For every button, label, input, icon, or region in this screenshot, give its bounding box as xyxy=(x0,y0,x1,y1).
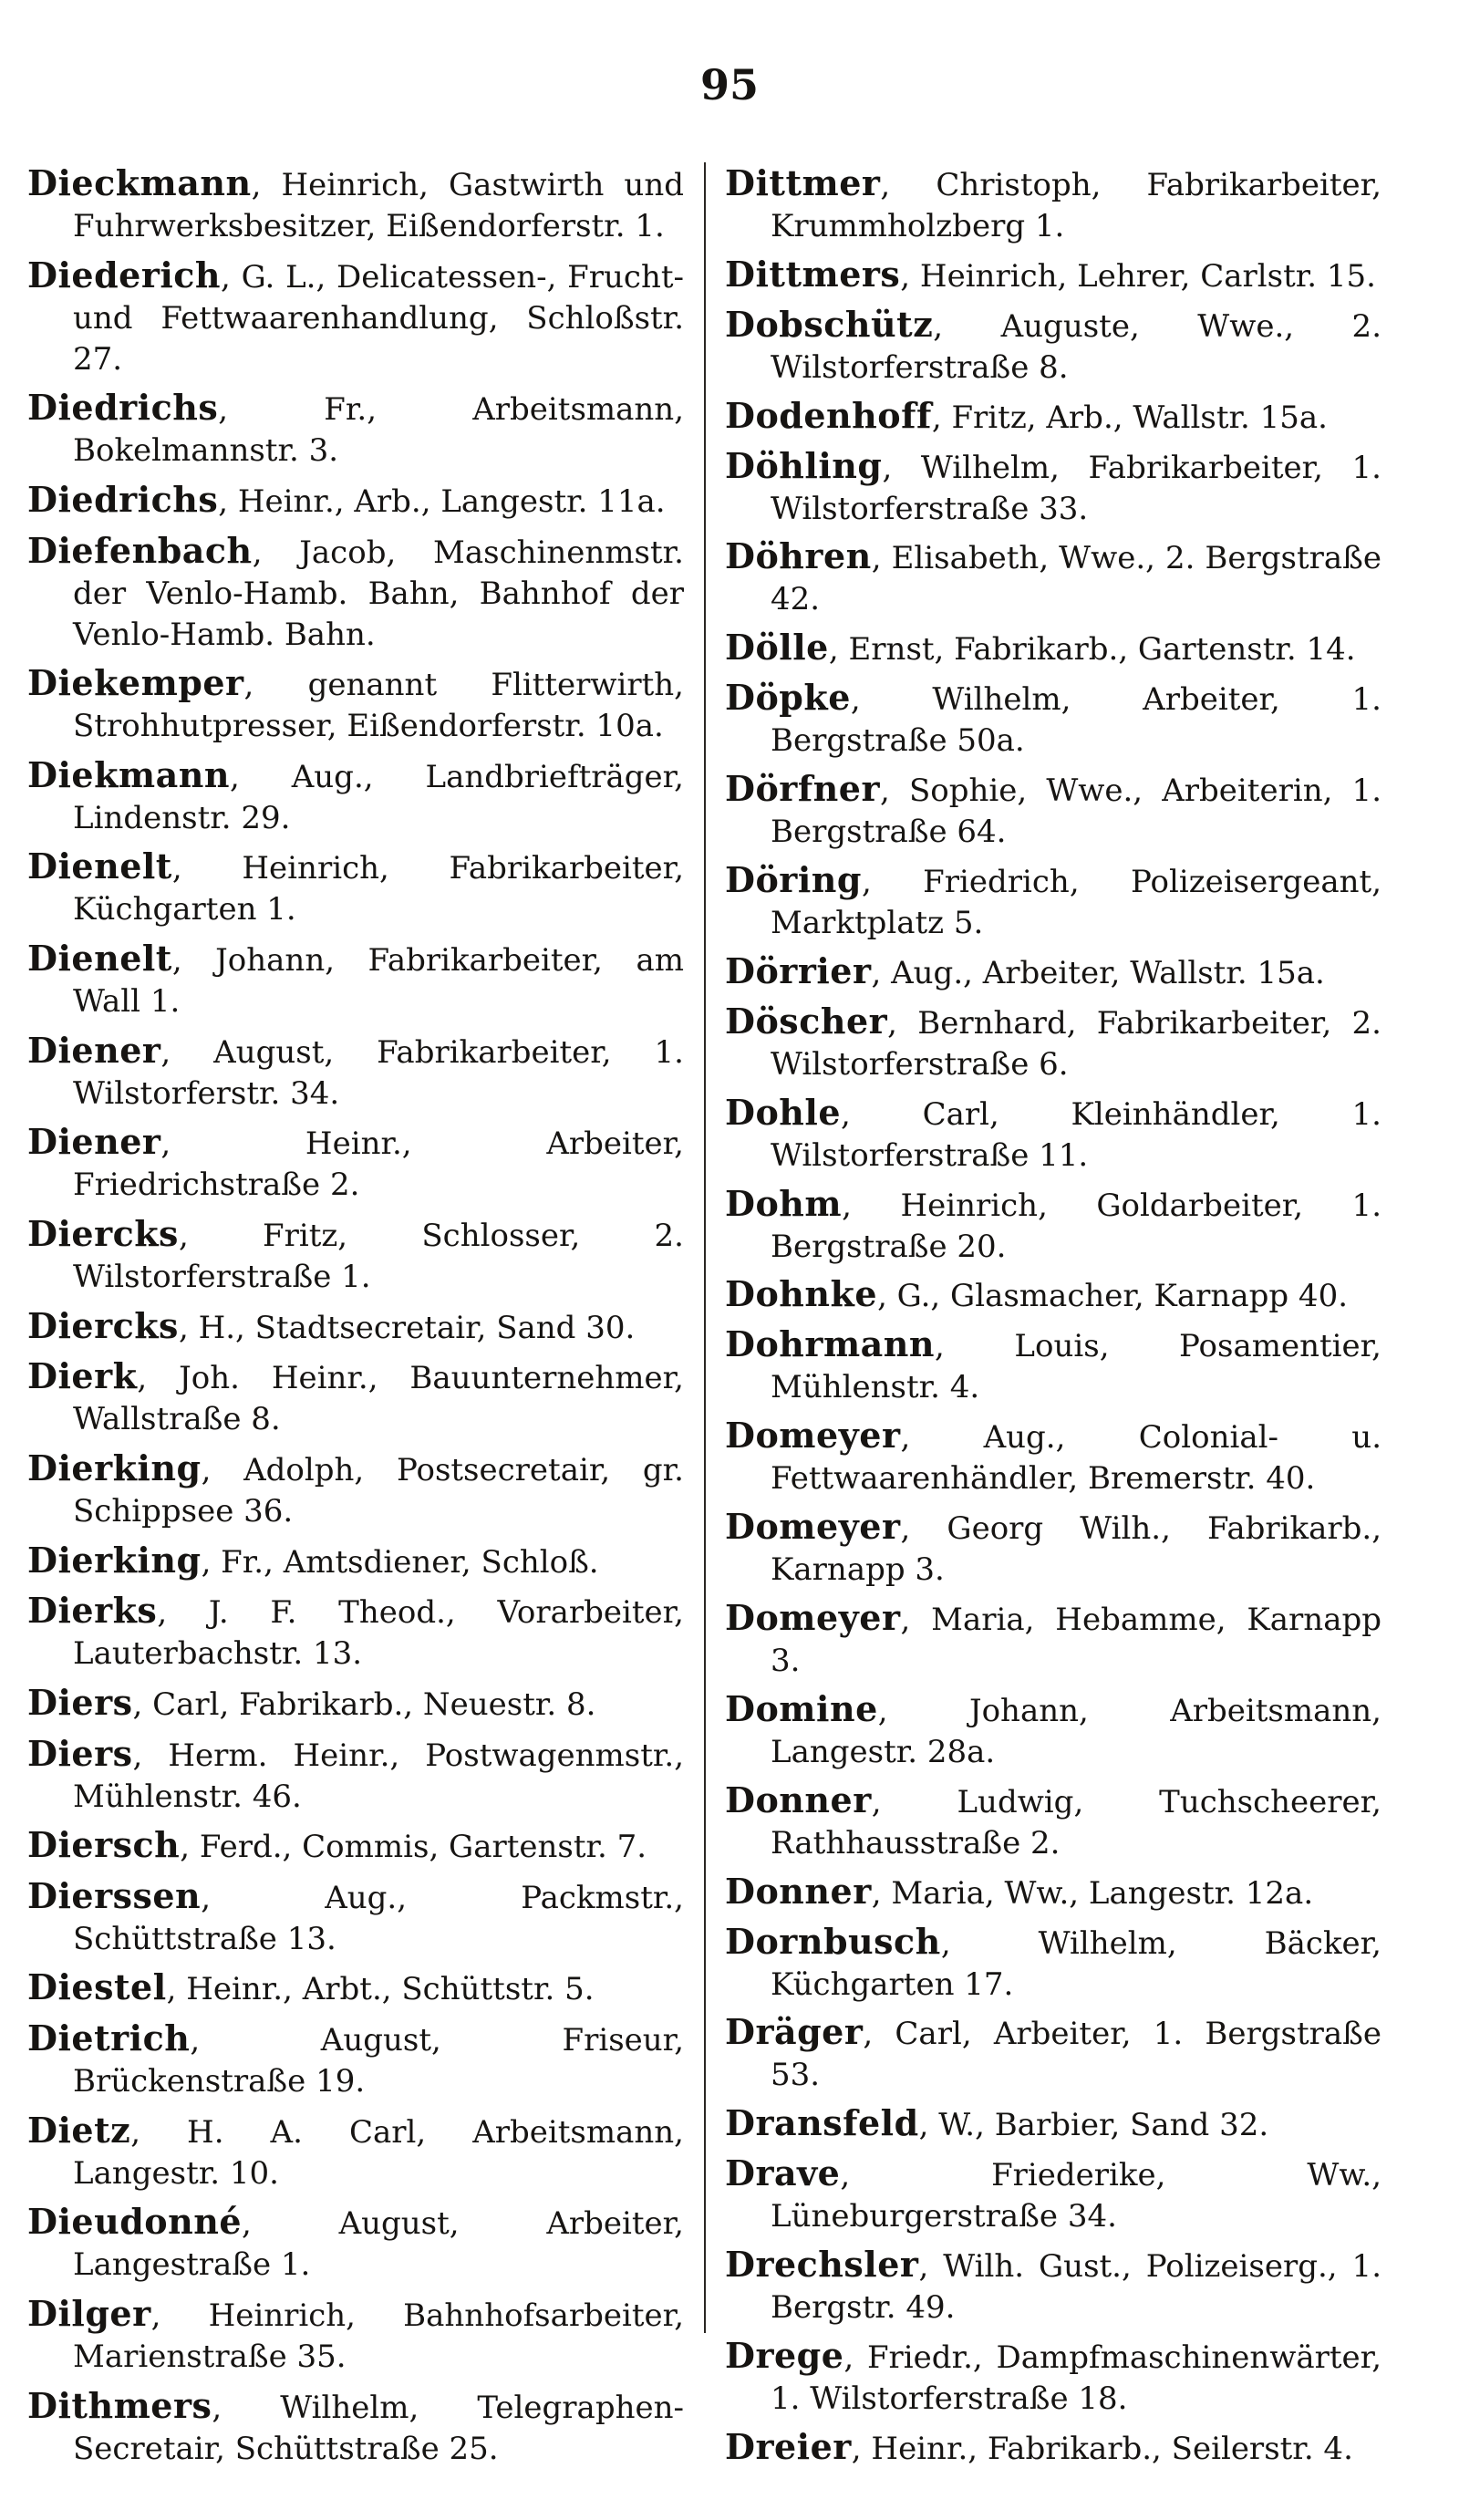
entry-details: , Wilhelm, Telegraphen-Secretair, Schüttstraße 25. xyxy=(73,2389,684,2467)
directory-entry xyxy=(725,445,1381,530)
entry-details: , W., Barbier, Sand 32. xyxy=(918,2107,1269,2144)
entry-name: Diener xyxy=(27,1029,161,1071)
entry-name: Dietrich xyxy=(27,2017,191,2059)
entry-details: , Friederike, Ww., Lüneburgerstraße 34. xyxy=(771,2157,1381,2235)
entry-details: , Johann, Arbeitsmann, Langestr. 28a. xyxy=(771,1692,1381,1770)
entry-details: , Heinr., Arbt., Schüttstr. 5. xyxy=(166,1971,595,2008)
entry-details: , Friedrich, Polizeisergeant, Marktplatz 5. xyxy=(771,864,1381,942)
directory-entry xyxy=(725,1506,1381,1591)
entry-details: , Heinr., Fabrikarb., Seilerstr. 4. xyxy=(851,2430,1353,2467)
directory-entry xyxy=(725,162,1381,247)
entry-details: , Sophie, Wwe., Arbeiterin, 1. Bergstraße 64. xyxy=(771,773,1381,851)
entry-name: Dieckmann xyxy=(27,162,252,203)
entry-name: Dierks xyxy=(27,1590,158,1632)
directory-entry xyxy=(27,1540,684,1583)
column-divider xyxy=(704,162,706,2333)
entry-name: Diercks xyxy=(27,1304,179,1346)
directory-entry xyxy=(725,254,1381,297)
directory-entry xyxy=(27,2293,684,2378)
entry-details: , Louis, Posamentier, Mühlenstr. 4. xyxy=(771,1328,1381,1406)
directory-entry xyxy=(27,754,684,839)
entry-name: Diedrichs xyxy=(27,387,219,429)
directory-entry xyxy=(27,479,684,523)
entry-details: , Heinrich, Goldarbeiter, 1. Bergstraße 20. xyxy=(771,1187,1381,1265)
directory-entry xyxy=(27,1030,684,1115)
directory-entry xyxy=(725,1092,1381,1177)
directory-entry xyxy=(725,950,1381,994)
entry-name: Dittmers xyxy=(725,253,901,295)
directory-entry xyxy=(725,2244,1381,2328)
directory-entry xyxy=(27,387,684,472)
directory-entry xyxy=(27,1121,684,1206)
directory-entry xyxy=(27,1355,684,1440)
entry-name: Dierking xyxy=(27,1539,202,1581)
page-number: 95 xyxy=(699,60,759,109)
directory-entry xyxy=(725,1871,1381,1914)
entry-details: , Aug., Packmstr., Schüttstraße 13. xyxy=(73,1879,684,1957)
directory-entry xyxy=(27,1966,684,2010)
entry-name: Dittmer xyxy=(725,162,881,203)
directory-entry xyxy=(725,859,1381,944)
entry-details: , Joh. Heinr., Bauunternehmer, Wallstraße 8. xyxy=(73,1360,684,1438)
right-column xyxy=(725,162,1381,2470)
entry-name: Dithmers xyxy=(27,2384,212,2426)
entry-name: Diener xyxy=(27,1121,161,1163)
entry-name: Dierking xyxy=(27,1447,202,1488)
left-column xyxy=(27,162,684,2470)
directory-entry xyxy=(725,1688,1381,1773)
entry-name: Dölle xyxy=(725,627,829,669)
entry-name: Domeyer xyxy=(725,1597,901,1639)
entry-details: , Carl, Arbeiter, 1. Bergstraße 53. xyxy=(771,2016,1381,2094)
entry-name: Diers xyxy=(27,1681,133,1723)
entry-name: Dohle xyxy=(725,1091,842,1133)
entry-details: , Maria, Hebamme, Karnapp 3. xyxy=(771,1602,1381,1680)
entry-name: Diederich xyxy=(27,254,222,296)
entry-details: , Heinr., Arbeiter, Friedrichstraße 2. xyxy=(73,1125,684,1204)
entry-details: , August, Friseur, Brückenstraße 19. xyxy=(73,2022,684,2100)
directory-entry xyxy=(725,395,1381,439)
directory-entry xyxy=(725,2426,1381,2470)
entry-name: Diers xyxy=(27,1732,133,1774)
directory-entry xyxy=(27,1733,684,1818)
entry-details: , Friedr., Dampfmaschinenwärter, 1. Wilstorferstraße 18. xyxy=(771,2339,1381,2418)
directory-entry xyxy=(27,662,684,747)
entry-name: Diercks xyxy=(27,1213,179,1255)
directory-entry xyxy=(725,2102,1381,2146)
entry-name: Dierk xyxy=(27,1355,138,1397)
entry-name: Domeyer xyxy=(725,1415,901,1457)
entry-name: Dreier xyxy=(725,2425,852,2467)
directory-entry xyxy=(725,1001,1381,1085)
entry-name: Domeyer xyxy=(725,1506,901,1548)
directory-entry xyxy=(725,304,1381,389)
entry-details: , Heinrich, Fabrikarbeiter, Küchgarten 1. xyxy=(73,850,684,928)
entry-details: , Carl, Kleinhändler, 1. Wilstorferstraße 11. xyxy=(771,1095,1381,1174)
entry-name: Diersch xyxy=(27,1824,181,1866)
entry-details: , Heinrich, Gastwirth und Fuhrwerksbesitzer, Eißendorferstr. 1. xyxy=(73,167,684,244)
entry-name: Dohm xyxy=(725,1182,843,1224)
entry-name: Drave xyxy=(725,2152,841,2194)
directory-entry xyxy=(27,2017,684,2102)
directory-entry xyxy=(27,1305,684,1349)
entry-name: Dohnke xyxy=(725,1273,878,1315)
entry-name: Dörrier xyxy=(725,949,872,991)
entry-details: , H. A. Carl, Arbeitsmann, Langestr. 10. xyxy=(73,2113,684,2192)
entry-details: , G. L., Delicatessen-, Frucht- und Fettwaarenhandlung, Schloßstr. 27. xyxy=(73,258,684,378)
entry-details: , Herm. Heinr., Postwagenmstr., Mühlenstr. 46. xyxy=(73,1737,684,1815)
entry-name: Donner xyxy=(725,1870,872,1912)
directory-entry xyxy=(725,2335,1381,2420)
entry-details: , G., Glasmacher, Karnapp 40. xyxy=(877,1278,1349,1315)
entry-name: Dohrmann xyxy=(725,1323,936,1365)
directory-entry xyxy=(725,1323,1381,1408)
entry-details: , Heinrich, Lehrer, Carlstr. 15. xyxy=(900,257,1376,295)
entry-details: , H., Stadtsecretair, Sand 30. xyxy=(178,1309,636,1346)
entry-name: Döring xyxy=(725,859,862,901)
entry-name: Döhren xyxy=(725,535,872,577)
directory-entry xyxy=(27,2110,684,2194)
entry-name: Dräger xyxy=(725,2011,864,2053)
entry-name: Dransfeld xyxy=(725,2102,919,2144)
directory-entry xyxy=(27,845,684,930)
entry-details: , genannt Flitterwirth, Strohhutpresser, Eißendorferstr. 10a. xyxy=(73,667,684,745)
directory-entry xyxy=(27,1875,684,1960)
entry-details: , Wilhelm, Arbeiter, 1. Bergstraße 50a. xyxy=(771,681,1381,760)
directory-entry xyxy=(725,677,1381,762)
entry-name: Diestel xyxy=(27,1966,167,2008)
entry-name: Dilger xyxy=(27,2293,151,2335)
entry-details: , Jacob, Maschinenmstr. der Venlo-Hamb. Bahn, Bahnhof der Venlo-Hamb. Bahn. xyxy=(73,534,684,653)
entry-name: Domine xyxy=(725,1687,878,1729)
entry-details: , Aug., Landbriefträger, Lindenstr. 29. xyxy=(73,758,684,836)
entry-name: Dienelt xyxy=(27,845,172,887)
entry-details: , Christoph, Fabrikarbeiter, Krummholzberg 1. xyxy=(771,167,1381,244)
entry-name: Dienelt xyxy=(27,938,172,980)
directory-entry xyxy=(27,1590,684,1675)
entry-name: Diefenbach xyxy=(27,529,253,571)
directory-entry xyxy=(725,768,1381,853)
entry-name: Diekemper xyxy=(27,662,244,704)
entry-details: , Fritz, Arb., Wallstr. 15a. xyxy=(931,399,1328,436)
directory-entry xyxy=(725,1415,1381,1499)
directory-entry xyxy=(27,1824,684,1868)
entry-details: , Ludwig, Tuchscheerer, Rathhausstraße 2. xyxy=(771,1783,1381,1861)
directory-entry xyxy=(725,2011,1381,2096)
entry-details: , Fr., Arbeitsmann, Bokelmannstr. 3. xyxy=(73,391,684,470)
entry-name: Dobschütz xyxy=(725,303,934,345)
entry-details: , Maria, Ww., Langestr. 12a. xyxy=(871,1874,1314,1912)
entry-details: , Ernst, Fabrikarb., Gartenstr. 14. xyxy=(828,631,1356,669)
entry-name: Döscher xyxy=(725,1000,888,1042)
entry-details: , Auguste, Wwe., 2. Wilstorferstraße 8. xyxy=(771,307,1381,386)
entry-details: , Wilhelm, Fabrikarbeiter, 1. Wilstorferstraße 33. xyxy=(771,449,1381,527)
entry-name: Drege xyxy=(725,2335,844,2377)
entry-details: , Carl, Fabrikarb., Neuestr. 8. xyxy=(132,1685,596,1723)
entry-details: , Heinr., Arb., Langestr. 11a. xyxy=(218,482,666,520)
entry-details: , Ferd., Commis, Gartenstr. 7. xyxy=(180,1829,647,1866)
entry-name: Diedrichs xyxy=(27,478,219,520)
directory-entry xyxy=(27,2385,684,2470)
entry-name: Dodenhoff xyxy=(725,394,932,436)
directory-entry xyxy=(27,1682,684,1726)
directory-entry xyxy=(725,1597,1381,1682)
entry-details: , August, Fabrikarbeiter, 1. Wilstorferstr. 34. xyxy=(73,1033,684,1112)
directory-entry xyxy=(27,938,684,1022)
entry-details: , Wilhelm, Bäcker, Küchgarten 17. xyxy=(771,1924,1381,2003)
directory-entry xyxy=(27,1447,684,1532)
directory-entry xyxy=(725,1183,1381,1268)
directory-entry xyxy=(725,1779,1381,1864)
entry-name: Dörfner xyxy=(725,768,880,810)
directory-entry xyxy=(725,1921,1381,2006)
entry-name: Dierssen xyxy=(27,1874,202,1916)
entry-name: Diekmann xyxy=(27,753,230,795)
directory-entry xyxy=(27,162,684,247)
entry-name: Donner xyxy=(725,1779,872,1820)
directory-entry xyxy=(725,627,1381,670)
entry-name: Döpke xyxy=(725,677,851,719)
directory-entry xyxy=(725,2152,1381,2237)
directory-entry xyxy=(725,535,1381,620)
entry-details: , J. F. Theod., Vorarbeiter, Lauterbachstr. 13. xyxy=(73,1594,684,1673)
entry-name: Dieudonné xyxy=(27,2201,243,2243)
entry-details: , August, Arbeiter, Langestraße 1. xyxy=(73,2205,684,2284)
directory-entry xyxy=(27,254,684,380)
entry-details: , Aug., Arbeiter, Wallstr. 15a. xyxy=(871,954,1325,991)
entry-details: , Aug., Colonial- u. Fettwaarenhändler, Bremerstr. 40. xyxy=(771,1419,1381,1498)
entry-details: , Bernhard, Fabrikarbeiter, 2. Wilstorferstraße 6. xyxy=(771,1004,1381,1083)
entry-details: , Fritz, Schlosser, 2. Wilstorferstraße 1. xyxy=(73,1218,684,1296)
entry-details: , Johann, Fabrikarbeiter, am Wall 1. xyxy=(73,942,684,1021)
directory-entry xyxy=(725,1273,1381,1317)
entry-name: Drechsler xyxy=(725,2244,919,2286)
entry-details: , Wilh. Gust., Polizeiserg., 1. Bergstr. 49. xyxy=(771,2248,1381,2327)
entry-details: , Elisabeth, Wwe., 2. Bergstraße 42. xyxy=(771,540,1381,618)
entry-details: , Heinrich, Bahnhofsarbeiter, Marienstraße 35. xyxy=(73,2297,684,2376)
entry-name: Dornbusch xyxy=(725,1920,941,1962)
entry-details: , Georg Wilh., Fabrikarb., Karnapp 3. xyxy=(771,1510,1381,1589)
entry-details: , Adolph, Postsecretair, gr. Schippsee 36. xyxy=(73,1451,684,1530)
entry-name: Dietz xyxy=(27,2109,131,2151)
entry-details: , Fr., Amtsdiener, Schloß. xyxy=(201,1543,599,1581)
entry-name: Döhling xyxy=(725,444,883,486)
directory-entry xyxy=(27,530,684,656)
directory-entry xyxy=(27,1213,684,1298)
directory-entry xyxy=(27,2201,684,2286)
